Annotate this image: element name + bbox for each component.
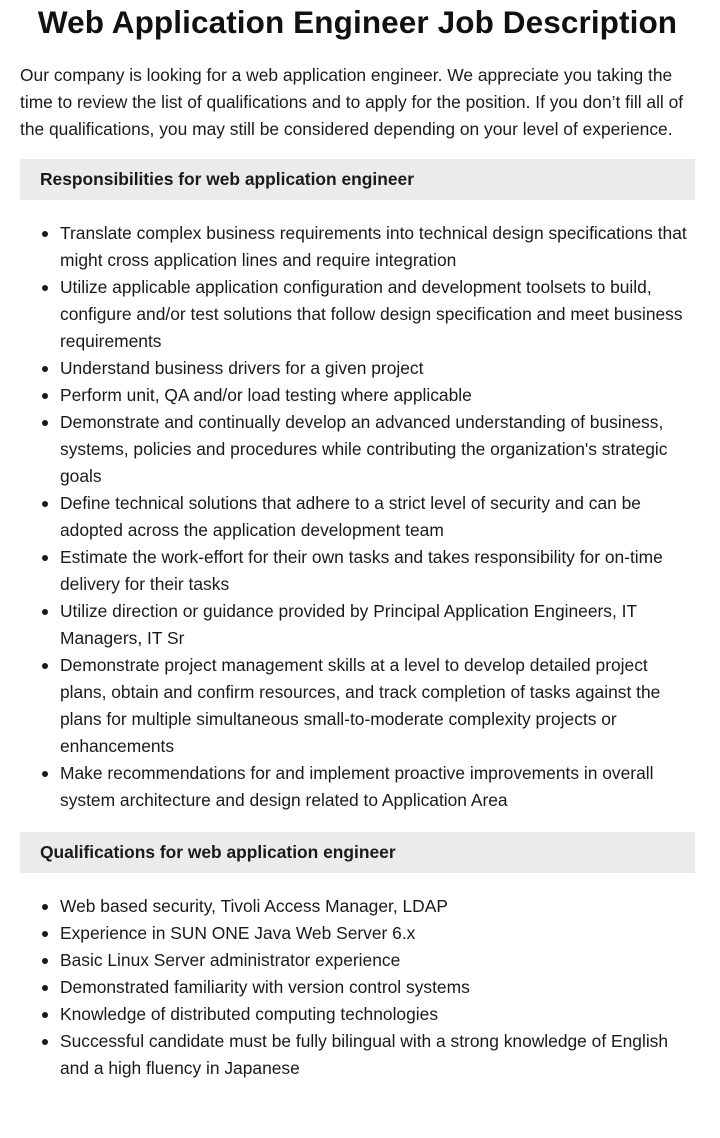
list-item-text: Understand business drivers for a given project — [60, 358, 424, 378]
list-item — [60, 274, 695, 355]
list-item-text: Define technical solutions that adhere to a strict level of security and can be adopted across the application development team — [60, 493, 641, 540]
list-item — [60, 1028, 695, 1082]
list-item — [60, 1001, 695, 1028]
list-item-text: Utilize direction or guidance provided by Principal Application Engineers, IT Managers, IT Sr — [60, 601, 637, 648]
bullet-icon — [42, 393, 48, 399]
list-item — [60, 409, 695, 490]
list-item — [60, 947, 695, 974]
list-item-text: Web based security, Tivoli Access Manager, LDAP — [60, 896, 448, 916]
list-item-text: Experience in SUN ONE Java Web Server 6.x — [60, 923, 416, 943]
qualifications-list — [20, 893, 695, 1082]
responsibilities-heading: Responsibilities for web application engineer — [20, 159, 695, 200]
list-item-text: Demonstrate and continually develop an advanced understanding of business, systems, policies and procedures while contributing the organization's strategic goals — [60, 412, 668, 486]
responsibilities-list — [20, 220, 695, 814]
bullet-icon — [42, 501, 48, 507]
list-item — [60, 760, 695, 814]
bullet-icon — [42, 420, 48, 426]
page-title: Web Application Engineer Job Description — [37, 4, 678, 40]
bullet-icon — [42, 931, 48, 937]
bullet-icon — [42, 771, 48, 777]
bullet-icon — [42, 555, 48, 561]
list-item — [60, 544, 695, 598]
list-item — [60, 220, 695, 274]
bullet-icon — [42, 985, 48, 991]
list-item — [60, 382, 695, 409]
bullet-icon — [42, 1012, 48, 1018]
list-item-text: Successful candidate must be fully bilingual with a strong knowledge of English and a high fluency in Japanese — [60, 1031, 669, 1078]
bullet-icon — [42, 609, 48, 615]
list-item-text: Knowledge of distributed computing technologies — [60, 1004, 439, 1024]
list-item-text: Perform unit, QA and/or load testing where applicable — [60, 385, 472, 405]
list-item-text: Estimate the work-effort for their own tasks and takes responsibility for on-time delivery for their tasks — [60, 547, 663, 594]
list-item-text: Demonstrate project management skills at a level to develop detailed project plans, obtain and confirm resources, and track completion of tasks against the plans for multiple simultaneous small-to-moderate complexity projects or enhancements — [60, 655, 661, 756]
bullet-icon — [42, 663, 48, 669]
list-item — [60, 920, 695, 947]
list-item-text: Demonstrated familiarity with version control systems — [60, 977, 470, 997]
list-item — [60, 652, 695, 760]
qualifications-heading: Qualifications for web application engineer — [20, 832, 695, 873]
bullet-icon — [42, 904, 48, 910]
list-item — [60, 974, 695, 1001]
bullet-icon — [42, 285, 48, 291]
list-item — [60, 598, 695, 652]
bullet-icon — [42, 958, 48, 964]
list-item-text: Utilize applicable application configuration and development toolsets to build, configure and/or test solutions that follow design specification and meet business requirements — [60, 277, 683, 351]
list-item — [60, 490, 695, 544]
bullet-icon — [42, 1039, 48, 1045]
bullet-icon — [42, 366, 48, 372]
bullet-icon — [42, 231, 48, 237]
list-item-text: Make recommendations for and implement proactive improvements in overall system architecture and design related to Application Area — [60, 763, 654, 810]
list-item — [60, 355, 695, 382]
list-item-text: Basic Linux Server administrator experience — [60, 950, 401, 970]
list-item — [60, 893, 695, 920]
list-item-text: Translate complex business requirements into technical design specifications that might cross application lines and require integration — [60, 223, 687, 270]
intro-paragraph: Our company is looking for a web application engineer. We appreciate you taking the time to review the list of qualifications and to apply for the position. If you don’t fill all of the qualifications, you may still be considered depending on your level of experience. — [20, 65, 684, 139]
